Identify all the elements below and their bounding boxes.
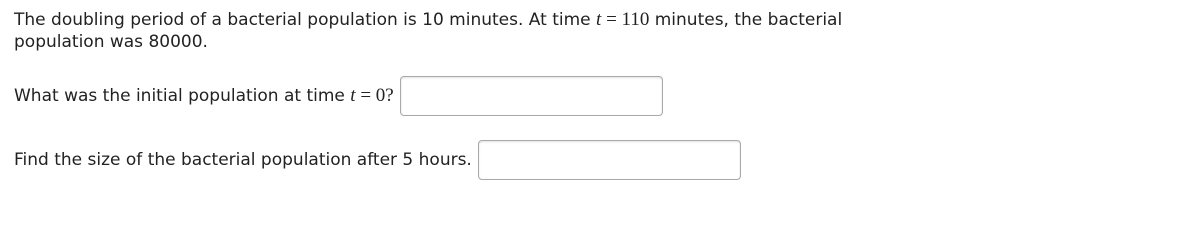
math-variable-t: t — [350, 85, 356, 106]
math-value-0: 0 — [375, 85, 386, 106]
initial-population-answer-input[interactable] — [400, 76, 663, 116]
math-expression — [596, 9, 649, 30]
question-1-text: What was the initial population at time — [14, 86, 351, 106]
math-variable-t: t — [596, 9, 602, 30]
problem-text-start: The doubling period of a bacterial population is 10 minutes. At time — [14, 10, 597, 30]
population-after-5-hours-answer-input[interactable] — [478, 140, 741, 180]
question-2-label: Find the size of the bacterial population after 5 hours. — [14, 150, 472, 170]
question-1-label — [14, 85, 394, 107]
problem-line-1 — [14, 9, 914, 31]
question-initial-population — [14, 76, 663, 116]
problem-line-2: population was 80000. — [14, 32, 208, 52]
question-population-after-5-hours — [14, 140, 741, 180]
problem-statement — [14, 9, 914, 53]
math-equals: = — [355, 85, 376, 106]
math-equals: = — [601, 9, 622, 30]
math-value-110: 110 — [621, 9, 650, 30]
question-1-math — [350, 85, 393, 106]
problem-text-end: minutes, the bacterial — [649, 10, 843, 30]
question-mark: ? — [385, 85, 394, 106]
